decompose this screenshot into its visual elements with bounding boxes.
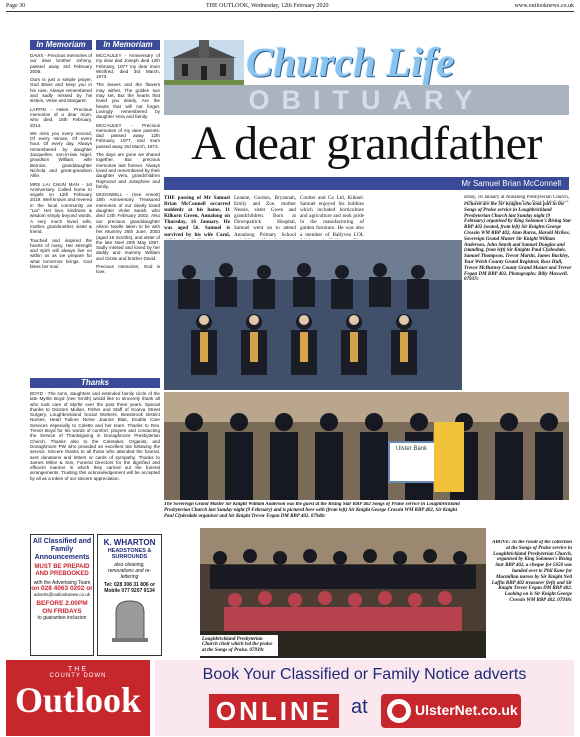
ad-prepaid: MUST BE PREPAID AND PREBOOKED <box>34 564 90 577</box>
notice-paragraph: Precious memories, God is love. <box>96 263 160 275</box>
ulsternet-site: UlsterNet.co.uk <box>415 702 518 718</box>
byline: Mr Samuel Brian McConnell <box>164 177 569 190</box>
paper-dateline: THE OUTLOOK, Wednesday, 12th February 2020 <box>206 3 329 9</box>
notice-paragraph: The leaves and the flowers may wither, The golden sun may set, But the hearts that loved you dearly, Are the hearts that will not forget. Lovingly remembered by daughter Vera and family. <box>96 82 160 120</box>
ad-guarantee: to guarantee inclusion <box>37 615 87 621</box>
notice-paragraph: DAVIS - Precious memories of our dear brother Johnny, passed away 3rd February 2006. <box>30 53 92 74</box>
headline: A dear grandfather <box>191 117 542 170</box>
church-life-banner <box>164 40 569 85</box>
ulsternet-logo-icon <box>386 698 412 724</box>
wharton-sub: HEADSTONES & SURROUNDS <box>107 548 152 560</box>
article-col-2: Leanne, Gordon, Bryannah, Emily and Zoe, mother Nessie, sister Gwen and grandchildren. Born at Downpatrick Hospital, Samuel went on to attend Annalong Primary School <box>234 195 296 238</box>
choir-photo <box>200 528 486 658</box>
church-building-icon <box>164 40 244 85</box>
photo-guests-icon <box>164 392 569 500</box>
logo-the: THE <box>68 666 88 673</box>
notice-paragraph: Ours is just a simple prayer, God Bless and keep you in his care, Always remembered and sadly missed by his sisters, Vesie and Margaret. <box>30 77 92 104</box>
page-number: Page 30 <box>6 3 26 9</box>
guest-group-photo <box>164 392 569 500</box>
ad-title: All Classified and Family Announcements <box>32 538 92 561</box>
notice-paragraph: The days are gone we shared together, But precious memories last forever. Always loved and remembered by their daughter Vera, grandchildren Raymond and Josephine and family. <box>96 152 160 189</box>
page-header <box>6 3 574 12</box>
section-thanks: Thanks <box>30 378 160 388</box>
ad-email: adverts@outlooknews.co.uk <box>33 592 91 597</box>
outlook-logo <box>6 660 150 736</box>
ad-team: with the Advertising Team <box>33 580 91 586</box>
footer-advert <box>6 660 574 736</box>
notice-paragraph: Touched and inspired the hearts of many. Her strength and spirit will always live on within us as we prepare for what tomorrow brings. God bless her soul. <box>30 237 92 269</box>
wharton-advert <box>97 534 162 656</box>
ad-deadline: BEFORE 2.00PM ON FRIDAYS <box>36 600 88 615</box>
knights-group-photo <box>164 240 462 390</box>
site-url: www.outlooknews.co.uk <box>514 3 574 9</box>
obituary-strap: OBITUARY <box>164 85 569 115</box>
caption-cheque: ABOVE: As the result of the collection at the Songs of Praise service in Loughbrickland Presbyterian Church, organised by King Solomon's Rising Star RBP 402, a cheque for £650 was handed over to Phil Kane for Macmillan nurses by Sir Knight Neil Laffin RBP 402 treasurer (left) and Sir Knight Trevor Fegan DM RBP 402. Looking on is Sir Knight George Crossin WM RBP 402. 07938c <box>491 540 572 603</box>
memoriam-column-2 <box>96 53 160 375</box>
ad-phone: on 028 4063 0202 or <box>31 585 93 592</box>
memoriam-column-1 <box>30 53 92 375</box>
banner-title: Church Life <box>246 40 455 85</box>
caption-knights: Pictured are the Sir Knights who took part in the Songs of Praise service in Loughbrickland Presbyterian Church last Sunday night (9 February) organised by King Solomon's Rising Star RBP 402 (seated, from left) Sir Knights George Crossin WM RBP 402, Alan Burns, Harold McKee, Sovereign Grand Master Sir Knight William Anderson, John Smyth and Samuel Douglas and (standing, from left) Sir Knights Paul Clydesdale, Samuel Thompson, Trevor Martin, James Buckley, Your Welsh County Grand Registrar, Ross Hull, Trevor McBurney County Grand Master and Trevor Fegan DM RBP 402. Photographs: Billy Maxwell. 07937c <box>464 202 572 283</box>
article-col-1 <box>164 195 230 239</box>
caption-guest: The Sovereign Grand Master Sir Knight William Anderson was the guest at the Rising Star RBP 402 Songs of Praise service in Loughbrickland Presbyterian Church last Sunday night (9 February) and is pictured here with (from left) Sir Knight George Crossin WM RBP 402, Sir Knight Paul Clydesdale organiser and Sir Knight Trevor Fegan DM RBP 402. 07940c <box>164 502 460 519</box>
notice-paragraph: MCCAULEY - Anniversary of my dear dad Joseph died 12th February, 1977 my dear mum Winifred, died 3rd March, 1973. <box>96 53 160 80</box>
cta-line: Book Your Classified or Family Notice adverts <box>202 666 527 683</box>
wharton-name: K. WHARTON <box>103 538 156 547</box>
headstone-icon <box>110 598 150 642</box>
section-in-memoriam-2: In Memoriam <box>96 40 160 50</box>
notice-paragraph: LAFFIN - Helen. Precious memories of a dear mum, who died, 16th February, 2014. <box>30 106 92 128</box>
caption-choir: Loughbrickland Presbyterian Church choir which led the praise at the Songs of Praise. 07939c <box>200 635 278 656</box>
section-in-memoriam-1: In Memoriam <box>30 40 92 50</box>
online-label: ONLINE <box>209 694 339 728</box>
online-booking-cta[interactable] <box>155 660 574 736</box>
logo-county: COUNTY DOWN <box>49 673 107 679</box>
wharton-tel: Tel: 028 308 31 806 or Mobile 077 9207 9134 <box>103 582 156 594</box>
wharton-services: also cleaning, renovations and re-lettering <box>107 562 152 580</box>
article-col-4: urday, 18 January at Annalong Presbyterian Church, <box>464 195 569 200</box>
classified-advert <box>30 534 94 656</box>
photo-people-icon <box>164 240 462 390</box>
thanks-notice: BOYD - The sons, daughters and extended family circle of the late Myrtle Boyd (nee Smith) would like to sincerely thank all who took care of Myrtle over the past three years. Special thanks to Doctors Mullan, Fisher and Staff of Scarva Street Surgery, Loughbrickland Social Workers, Beesbrook District Nurses, Heart Failure Nurse Joanne Blair, Enable Care Services especially to Colette and her team. Thanks to Rev. Trevor Boyd for his words of comfort, prayers and conducting the Service of Thanksgiving in Donaghmore Presbyterian Church. Thanks also to the Caretaker, Organist, and Donaghmore PW who provided an excellent tea following the service. Sincere thanks to all those who attended the funeral, sent donations and letters or cards of sympathy. Thanks to James Milne & Son, Funeral Directors for the dignified and efficient manner in which they carried out the funeral arrangements. Trusting this acknowledgement will be accepted by all as a token of our sincere appreciation. <box>30 391 160 481</box>
notice-paragraph: MCCAULEY - Precious memories of my dear parents: dad passed away 12th February, 1977, and mum passed away 3rd March, 1973. <box>96 122 160 149</box>
ulsternet-badge[interactable] <box>381 694 521 728</box>
notice-paragraph: MRS LAI CHUN MAN - 1st Anniversary. Called home to angels on 12th February 2019. Well known and revered in the local community as "Lai". Her love, kindness & wisdom simply beyond words. A very much loved wife, mother, grandmother, sister & friend. <box>30 181 92 235</box>
article-col-1-text: THE passing of Mr Samuel Brian McConnell occurred suddenly at his home, 11 Kilkorn Green, Annalong on Thursday, 16 January. He was aged 56. Samuel is survived by his wife Carol, <box>164 195 230 238</box>
at-label: at <box>351 696 368 718</box>
article-col-3: Coulter and Co Ltd, Kilkeel. Samuel enjoyed his hobbies which included horticulture and agriculture and took pride in the manufacturing of garden furniture. He was also a member of Ballyvea LOL <box>300 195 364 238</box>
notice-paragraph: MCDOWELL - (nee Annett) 18th Anniversary. Treasured memories of our dearly loved daughter Violet Sarah, who died 14th February 2002. Also our precious granddaughter Alison Noelle taken to be with her Mummy 26th June, 2003 (aged 16 months), and sister of the late Noel 20th May 1997. Sadly missed and loved by her daddy and mammy William and Cissie and brother David. <box>96 192 160 261</box>
cheque-bank: Ulster Bank <box>396 446 428 452</box>
logo-outlook: Outlook <box>14 680 142 720</box>
notice-paragraph: We miss you every second, Of every minute, Of every hour, Of every day. Always remembered by daughter Jacqueline, son-in-law Nigel, grandson William, wife Bernice, granddaughter Nichola and great-grandson Alfie. <box>30 130 92 179</box>
